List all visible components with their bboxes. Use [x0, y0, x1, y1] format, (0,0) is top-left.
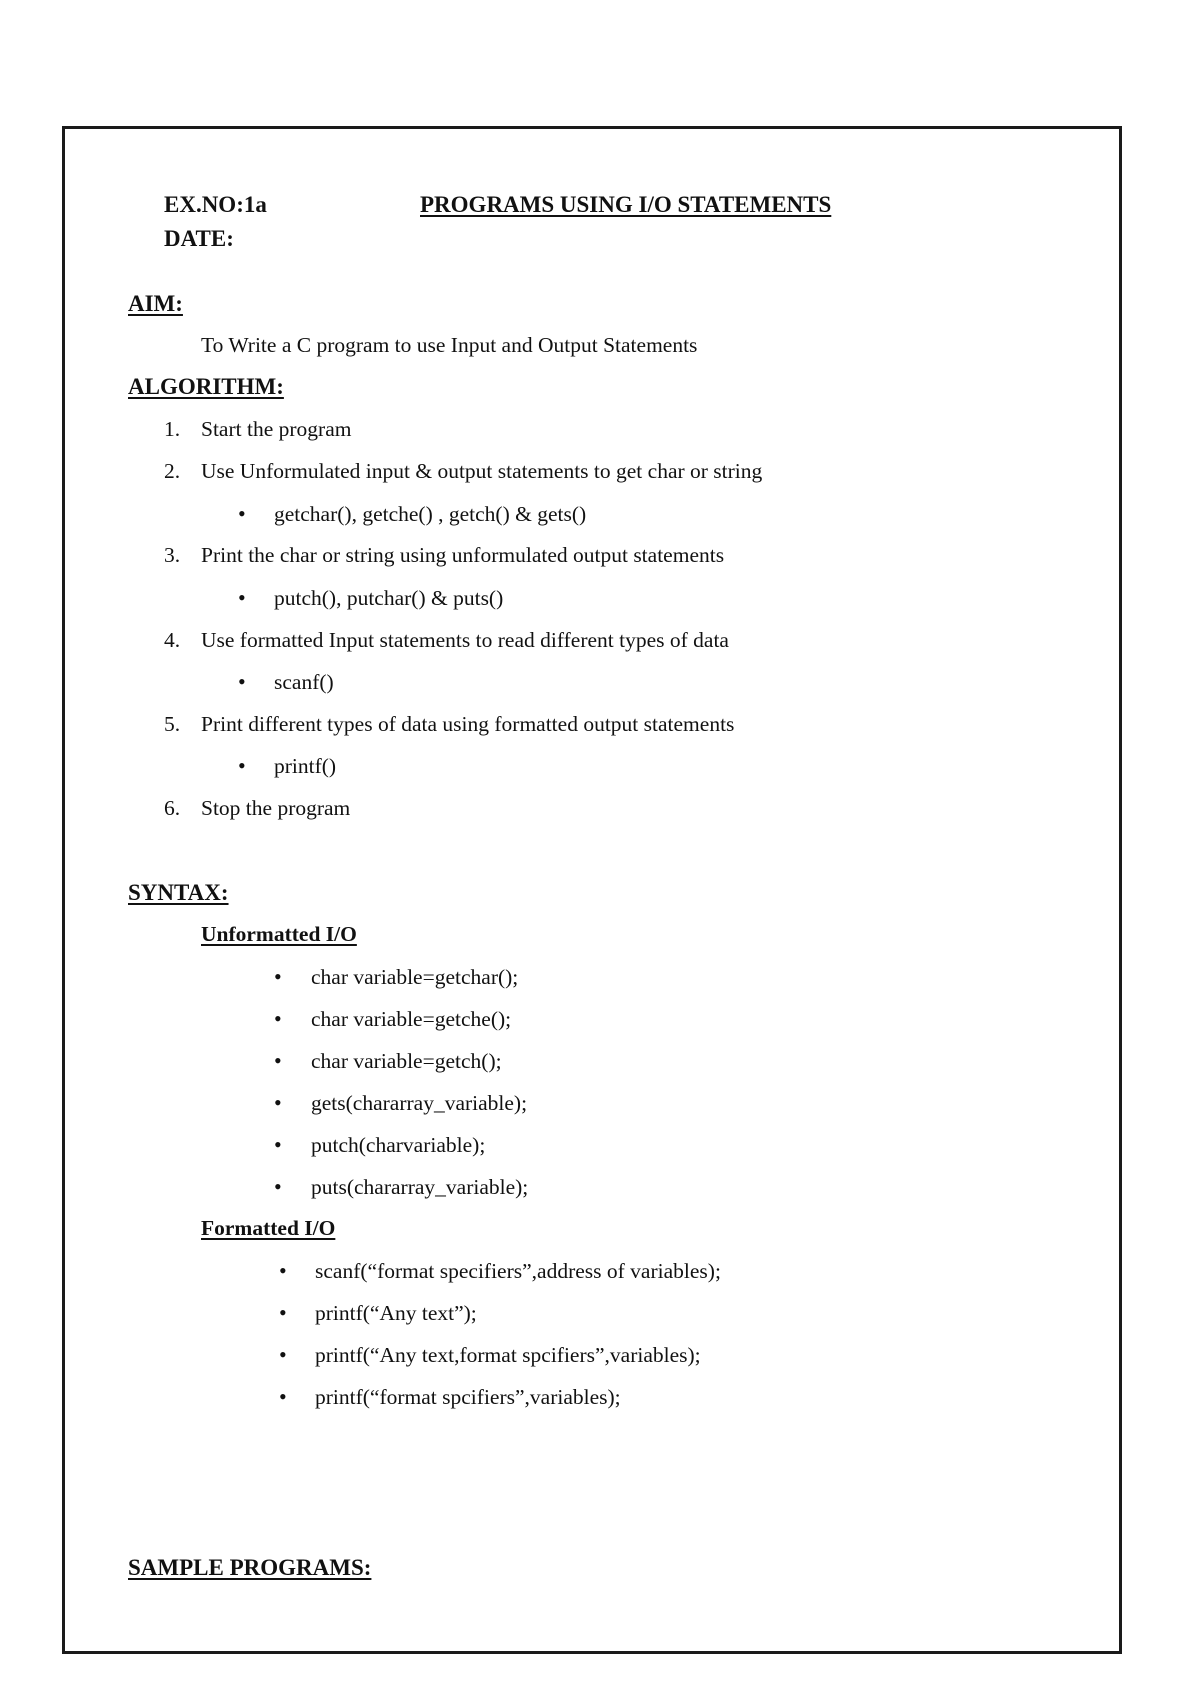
bullet-icon: • — [279, 1384, 287, 1409]
algorithm-step: Start the program — [201, 417, 352, 441]
syntax-item: printf(“Any text”); — [315, 1301, 477, 1325]
aim-heading: AIM: — [128, 291, 183, 316]
algorithm-step-number: 1. — [164, 417, 181, 441]
bullet-icon: • — [274, 1174, 282, 1199]
bullet-icon: • — [238, 669, 246, 694]
syntax-item: scanf(“format specifiers”,address of variables); — [315, 1259, 721, 1283]
aim-text: To Write a C program to use Input and Output Statements — [201, 333, 698, 357]
bullet-icon: • — [279, 1258, 287, 1283]
syntax-item: char variable=getche(); — [311, 1007, 512, 1031]
bullet-icon: • — [238, 501, 246, 526]
syntax-item: char variable=getchar(); — [311, 965, 519, 989]
bullet-icon: • — [274, 1048, 282, 1073]
algorithm-sub-item: printf() — [274, 754, 337, 778]
page-title: PROGRAMS USING I/O STATEMENTS — [420, 192, 832, 217]
syntax-item: putch(charvariable); — [311, 1133, 486, 1157]
bullet-icon: • — [238, 753, 246, 778]
algorithm-step-number: 4. — [164, 628, 181, 652]
syntax-item: printf(“Any text,format spcifiers”,variables); — [315, 1343, 701, 1367]
bullet-icon: • — [274, 1006, 282, 1031]
unformatted-io-heading: Unformatted I/O — [201, 922, 357, 946]
syntax-heading: SYNTAX: — [128, 880, 229, 905]
algorithm-step-number: 6. — [164, 796, 181, 820]
syntax-item: puts(chararray_variable); — [311, 1175, 529, 1199]
syntax-item: char variable=getch(); — [311, 1049, 502, 1073]
algorithm-sub-item: scanf() — [274, 670, 334, 694]
bullet-icon: • — [279, 1342, 287, 1367]
sample-programs-heading: SAMPLE PROGRAMS: — [128, 1555, 372, 1580]
algorithm-step: Stop the program — [201, 796, 351, 820]
bullet-icon: • — [274, 1132, 282, 1157]
bullet-icon: • — [274, 964, 282, 989]
algorithm-step: Print different types of data using formatted output statements — [201, 712, 735, 736]
bullet-icon: • — [238, 585, 246, 610]
formatted-io-heading: Formatted I/O — [201, 1216, 336, 1240]
bullet-icon: • — [279, 1300, 287, 1325]
exercise-number: EX.NO:1a — [164, 192, 267, 217]
syntax-item: gets(chararray_variable); — [311, 1091, 528, 1115]
algorithm-sub-item: getchar(), getche() , getch() & gets() — [274, 502, 587, 526]
date-label: DATE: — [164, 226, 234, 251]
algorithm-sub-item: putch(), putchar() & puts() — [274, 586, 504, 610]
algorithm-step-number: 5. — [164, 712, 181, 736]
algorithm-step-number: 3. — [164, 543, 181, 567]
algorithm-step-number: 2. — [164, 459, 181, 483]
algorithm-step: Use Unformulated input & output statements to get char or string — [201, 459, 763, 483]
bullet-icon: • — [274, 1090, 282, 1115]
algorithm-heading: ALGORITHM: — [128, 374, 284, 399]
syntax-item: printf(“format spcifiers”,variables); — [315, 1385, 621, 1409]
algorithm-step: Print the char or string using unformulated output statements — [201, 543, 725, 567]
algorithm-step: Use formatted Input statements to read different types of data — [201, 628, 729, 652]
